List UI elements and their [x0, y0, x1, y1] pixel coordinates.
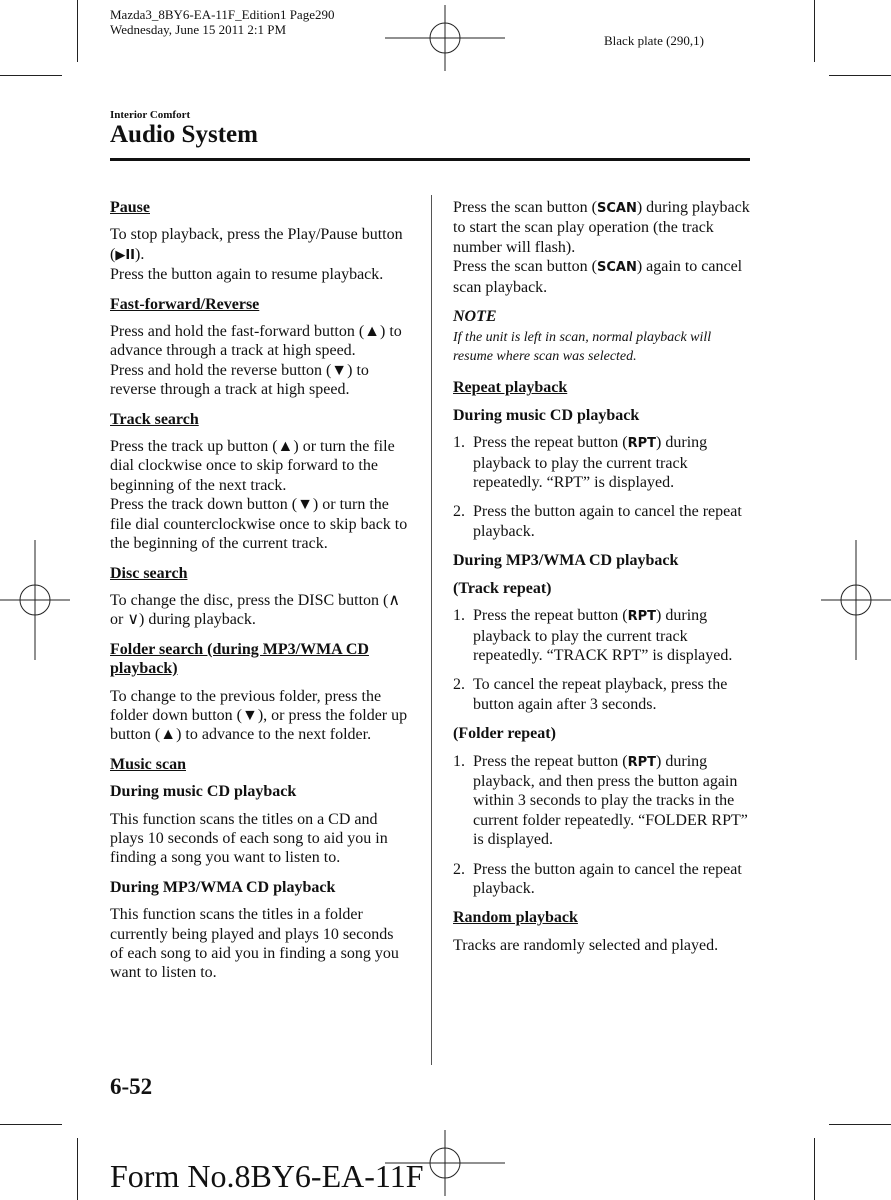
paragraph: Press and hold the fast-forward button (▲) to advance through a track at high speed. Press and hold the reverse button (▼) to reverse through a track at high speed.: [110, 323, 402, 399]
scan-button-icon: SCAN: [596, 201, 637, 216]
subheading: During music CD playback: [453, 406, 640, 424]
crop-mark: [814, 1138, 815, 1200]
up-arrow-icon: ▲: [364, 323, 381, 341]
page-number: 6-52: [110, 1074, 153, 1099]
subheading: (Folder repeat): [453, 725, 556, 743]
heading-folder-search: Folder search (during MP3/WMA CD playback): [110, 640, 369, 678]
crop-mark: [829, 75, 891, 76]
note-heading: NOTE: [453, 308, 497, 326]
section-label: Interior Comfort: [110, 109, 191, 121]
crop-mark: [814, 0, 815, 62]
list-item: 2. Press the button again to cancel the repeat playback.: [453, 503, 742, 540]
rpt-button-icon: RPT: [627, 609, 657, 625]
subheading: During MP3/WMA CD playback: [453, 552, 679, 570]
rpt-button-icon: RPT: [627, 754, 657, 770]
heading-disc-search: Disc search: [110, 564, 188, 582]
down-arrow-icon: ▼: [297, 496, 313, 514]
step-list: [453, 606, 753, 714]
up-arrow-icon: ▲: [277, 438, 294, 456]
paragraph: Tracks are randomly selected and played.: [453, 936, 719, 954]
title-rule: [110, 158, 750, 161]
down-arrow-icon: ▼: [331, 361, 348, 379]
list-item: 2. Press the button again to cancel the repeat playback.: [453, 860, 742, 897]
crop-mark: [0, 75, 62, 76]
up-arrow-icon: ▲: [160, 726, 177, 744]
step-list: [453, 752, 753, 899]
registration-mark-right: [821, 540, 891, 660]
paragraph: Press the scan button (SCAN) during playback to start the scan play operation (the track number will flash). Press the scan button (SCAN) again to cancel scan playback.: [453, 199, 750, 296]
paragraph: To change to the previous folder, press the folder down button (▼), or press the folder up button (▲) to advance to the next folder.: [110, 687, 408, 744]
disc-down-icon: ∨: [127, 611, 140, 629]
form-number: Form No.8BY6-EA-11F: [110, 1158, 424, 1194]
heading-music-scan: Music scan: [110, 755, 186, 773]
registration-mark-top: [385, 5, 505, 71]
disc-up-icon: ∧: [388, 591, 401, 609]
list-item: 2. To cancel the repeat playback, press the button again after 3 seconds.: [453, 676, 728, 713]
subheading: (Track repeat): [453, 579, 552, 597]
paragraph: This function scans the titles in a folder currently being played and plays 10 seconds of each song to aid you in finding a song you want to listen to.: [110, 906, 399, 982]
paragraph: To stop playback, press the Play/Pause button (▶II). Press the button again to resume playback.: [110, 226, 403, 284]
down-arrow-icon: ▼: [241, 706, 258, 724]
paragraph: Press the track up button (▲) or turn the file dial clockwise once to skip forward to the beginning of the next track. Press the track down button (▼) or turn the file dial counterclockwise once to skip back to the beginning of the current track.: [110, 438, 408, 553]
column-divider: [431, 195, 432, 1065]
heading-track-search: Track search: [110, 410, 199, 428]
play-pause-icon: ▶II: [115, 247, 135, 263]
crop-mark: [0, 1124, 62, 1125]
rpt-button-icon: RPT: [627, 436, 657, 452]
list-item: 1. Press the repeat button (RPT) during playback to play the current track repeatedly. “RPT” is displayed.: [453, 434, 708, 492]
subheading: During music CD playback: [110, 783, 297, 801]
crop-mark: [77, 1138, 78, 1200]
list-item: 1. Press the repeat button (RPT) during playback to play the current track repeatedly. “TRACK RPT” is displayed.: [453, 607, 733, 664]
crop-mark: [829, 1124, 891, 1125]
paragraph: To change the disc, press the DISC button (∧ or ∨) during playback.: [110, 591, 401, 629]
heading-repeat-playback: Repeat playback: [453, 379, 568, 397]
list-item: 1. Press the repeat button (RPT) during playback, and then press the button again within 3 seconds to play the tracks in the current folder repeatedly. “FOLDER RPT” is displayed.: [453, 752, 748, 849]
page-title: Audio System: [110, 121, 258, 148]
crop-mark: [77, 0, 78, 62]
print-file-info: [110, 7, 334, 37]
scan-button-icon: SCAN: [596, 260, 637, 276]
note-text: If the unit is left in scan, normal playback will resume where scan was selected.: [453, 330, 712, 365]
right-column: [453, 198, 753, 965]
step-list: [453, 433, 753, 541]
print-timestamp: Wednesday, June 15 2011 2:1 PM: [110, 22, 287, 37]
left-column: [110, 198, 408, 993]
subheading: During MP3/WMA CD playback: [110, 878, 336, 896]
heading-pause: Pause: [110, 199, 150, 216]
print-file-name: Mazda3_8BY6-EA-11F_Edition1 Page290: [110, 7, 335, 22]
heading-fast-forward-reverse: Fast-forward/Reverse: [110, 295, 260, 313]
registration-mark-left: [0, 540, 70, 660]
paragraph: This function scans the titles on a CD and plays 10 seconds of each song to aid you in finding a song you want to listen to.: [110, 810, 388, 867]
plate-label: Black plate (290,1): [604, 33, 704, 48]
heading-random-playback: Random playback: [453, 909, 578, 927]
